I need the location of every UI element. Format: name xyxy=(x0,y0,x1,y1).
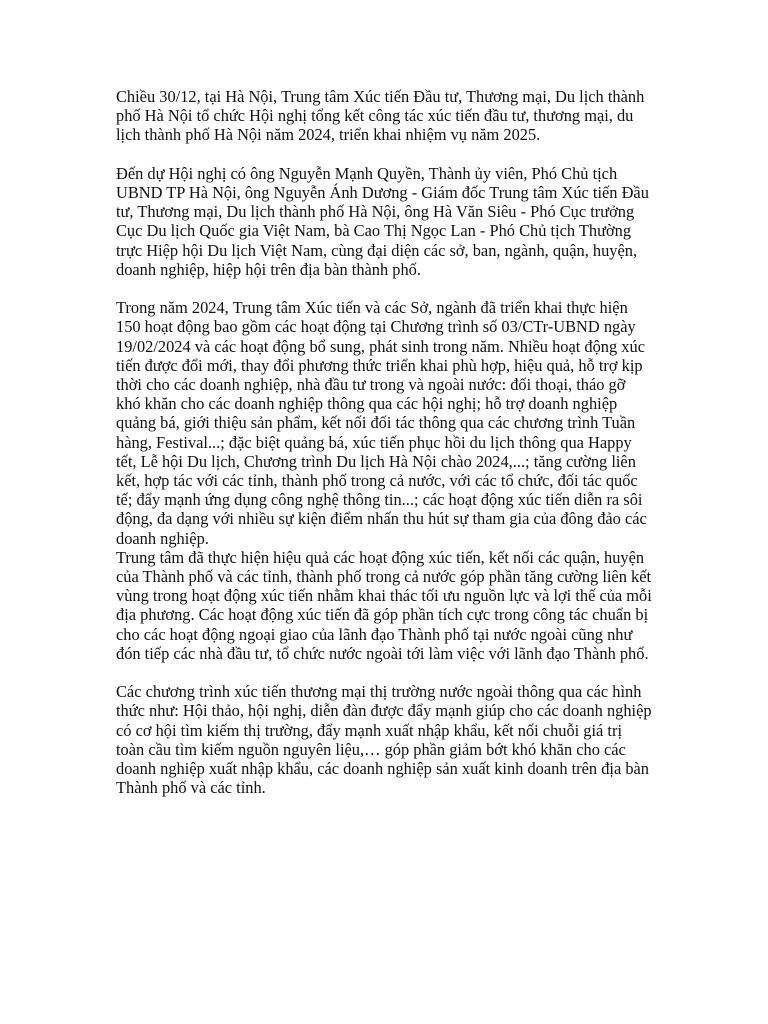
paragraph-opening: Chiều 30/12, tại Hà Nội, Trung tâm Xúc tiến Đầu tư, Thương mại, Du lịch thành phố Hà Nội tổ chức Hội nghị tổng kết công tác xúc tiến đầu tư, thương mại, du lịch thành phố Hà Nội năm 2024, triển khai nhiệm vụ năm 2025. xyxy=(116,87,645,145)
paragraph-attendees: Đến dự Hội nghị có ông Nguyễn Mạnh Quyền, Thành ủy viên, Phó Chủ tịch UBND TP Hà Nội, ông Nguyễn Ánh Dương - Giám đốc Trung tâm Xúc tiến Đầu tư, Thương mại, Du lịch thành phố Hà Nội, ông Hà Văn Siêu - Phó Cục trưởng Cục Du lịch Quốc gia Việt Nam, bà Cao Thị Ngọc Lan - Phó Chủ tịch Thường trực Hiệp hội Du lịch Việt Nam, cùng đại diện các sở, ban, ngành, quận, huyện, doanh nghiệp, hiệp hội trên địa bàn thành phố. xyxy=(116,163,649,279)
paragraph-foreign-trade-promotion: Các chương trình xúc tiến thương mại thị trường nước ngoài thông qua các hình thức như: Hội thảo, hội nghị, diễn đàn được đẩy mạnh giúp cho các doanh nghiệp có cơ hội tìm kiếm thị trường, đẩy mạnh xuất nhập khẩu, kết nối chuỗi giá trị toàn cầu tìm kiếm nguồn nguyên liệu,… góp phần giảm bớt khó khăn cho các doanh nghiệp xuất nhập khẩu, các doanh nghiệp sản xuất kinh doanh trên địa bàn Thành phố và các tỉnh. xyxy=(116,682,652,798)
paragraph-2024-activities: Trong năm 2024, Trung tâm Xúc tiến và các Sở, ngành đã triển khai thực hiện 150 hoạt động bao gồm các hoạt động tại Chương trình số 03/CTr-UBND ngày 19/02/2024 và các hoạt động bổ sung, phát sinh trong năm. Nhiều hoạt động xúc tiến được đổi mới, thay đổi phương thức triển khai phù hợp, hiệu quả, hỗ trợ kịp thời cho các doanh nghiệp, nhà đầu tư trong và ngoài nước: đối thoại, tháo gỡ khó khăn cho các doanh nghiệp thông qua các hội nghị; hỗ trợ doanh nghiệp quảng bá, giới thiệu sản phẩm, kết nối đối tác thông qua các chương trình Tuần hàng, Festival...; đặc biệt quảng bá, xúc tiến phục hồi du lịch thông qua Happy tết, Lễ hội Du lịch, Chương trình Du lịch Hà Nội chào 2024,...; tăng cường liên kết, hợp tác với các tỉnh, thành phố trong cả nước, với các tổ chức, đối tác quốc tế; đẩy mạnh ứng dụng công nghệ thông tin...; các hoạt động xúc tiến diễn ra sôi động, đa dạng với nhiều sự kiện điểm nhấn thu hút sự tham gia của đông đảo các doanh nghiệp. xyxy=(116,298,647,548)
document-body xyxy=(116,87,652,817)
paragraph-regional-linkage: Trung tâm đã thực hiện hiệu quả các hoạt động xúc tiến, kết nối các quận, huyện của Thành phố và các tỉnh, thành phố trong cả nước góp phần tăng cường liên kết vùng trong hoạt động xúc tiến nhằm khai thác tối ưu nguồn lực và lợi thế của mỗi địa phương. Các hoạt động xúc tiến đã góp phần tích cực trong công tác chuẩn bị cho các hoạt động ngoại giao của lãnh đạo Thành phố tại nước ngoài cũng như đón tiếp các nhà đầu tư, tổ chức nước ngoài tới làm việc với lãnh đạo Thành phố. xyxy=(116,547,652,663)
